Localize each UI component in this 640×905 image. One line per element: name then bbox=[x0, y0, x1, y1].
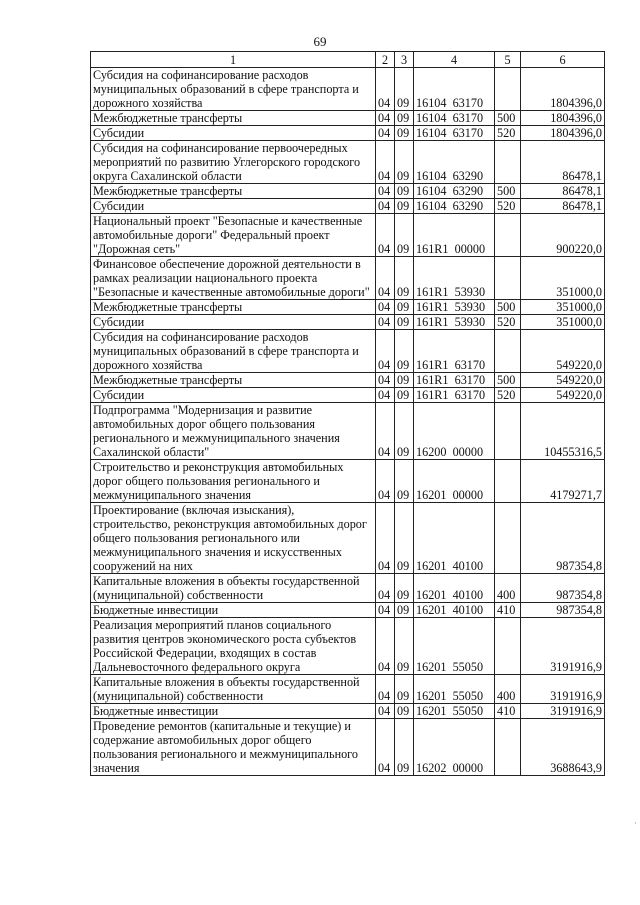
table-row bbox=[91, 330, 605, 373]
row-subsection: 09 bbox=[395, 403, 414, 460]
row-expense-type: 410 bbox=[495, 704, 521, 719]
row-section: 04 bbox=[376, 603, 395, 618]
table-row bbox=[91, 257, 605, 300]
row-amount: 86478,1 bbox=[521, 199, 605, 214]
row-expense-type bbox=[495, 503, 521, 574]
budget-table bbox=[90, 51, 605, 776]
scan-mark: · bbox=[634, 818, 637, 828]
row-subsection: 09 bbox=[395, 719, 414, 776]
row-subsection: 09 bbox=[395, 315, 414, 330]
row-name: Субсидии bbox=[91, 126, 376, 141]
row-expense-type: 520 bbox=[495, 315, 521, 330]
row-expense-type bbox=[495, 460, 521, 503]
row-section: 04 bbox=[376, 719, 395, 776]
row-target-article: 16104 63170 bbox=[414, 111, 495, 126]
row-section: 04 bbox=[376, 503, 395, 574]
row-expense-type: 500 bbox=[495, 184, 521, 199]
row-name: Капитальные вложения в объекты государственной (муниципальной) собственности bbox=[91, 675, 376, 704]
row-section: 04 bbox=[376, 460, 395, 503]
table-row bbox=[91, 403, 605, 460]
row-target-article: 16201 55050 bbox=[414, 618, 495, 675]
table-row bbox=[91, 126, 605, 141]
row-target-article: 16201 40100 bbox=[414, 603, 495, 618]
row-expense-type bbox=[495, 214, 521, 257]
header-row bbox=[91, 52, 605, 68]
row-name: Подпрограмма "Модернизация и развитие автомобильных дорог общего пользования регионального и межмуниципального значения Сахалинской области" bbox=[91, 403, 376, 460]
row-section: 04 bbox=[376, 184, 395, 199]
row-name: Бюджетные инвестиции bbox=[91, 603, 376, 618]
row-amount: 4179271,7 bbox=[521, 460, 605, 503]
row-section: 04 bbox=[376, 704, 395, 719]
row-amount: 549220,0 bbox=[521, 330, 605, 373]
row-name: Субсидии bbox=[91, 315, 376, 330]
table-row bbox=[91, 68, 605, 111]
row-expense-type: 400 bbox=[495, 574, 521, 603]
row-section: 04 bbox=[376, 388, 395, 403]
header-cell: 4 bbox=[414, 52, 495, 68]
row-subsection: 09 bbox=[395, 330, 414, 373]
row-amount: 987354,8 bbox=[521, 574, 605, 603]
row-expense-type bbox=[495, 330, 521, 373]
row-amount: 987354,8 bbox=[521, 503, 605, 574]
row-subsection: 09 bbox=[395, 141, 414, 184]
row-amount: 3688643,9 bbox=[521, 719, 605, 776]
row-target-article: 16104 63290 bbox=[414, 199, 495, 214]
row-section: 04 bbox=[376, 214, 395, 257]
row-expense-type: 520 bbox=[495, 388, 521, 403]
row-subsection: 09 bbox=[395, 618, 414, 675]
row-target-article: 161R1 63170 bbox=[414, 330, 495, 373]
row-target-article: 16104 63290 bbox=[414, 141, 495, 184]
row-target-article: 161R1 63170 bbox=[414, 388, 495, 403]
row-expense-type: 500 bbox=[495, 373, 521, 388]
row-section: 04 bbox=[376, 141, 395, 184]
row-section: 04 bbox=[376, 574, 395, 603]
row-subsection: 09 bbox=[395, 199, 414, 214]
row-target-article: 161R1 53930 bbox=[414, 315, 495, 330]
row-amount: 351000,0 bbox=[521, 300, 605, 315]
table-row bbox=[91, 111, 605, 126]
row-target-article: 161R1 53930 bbox=[414, 300, 495, 315]
table-row bbox=[91, 184, 605, 199]
row-name: Субсидия на софинансирование расходов муниципальных образований в сфере транспорта и дорожного хозяйства bbox=[91, 330, 376, 373]
row-name: Финансовое обеспечение дорожной деятельности в рамках реализации национального проекта "Безопасные и качественные автомобильные дороги" bbox=[91, 257, 376, 300]
row-target-article: 16104 63170 bbox=[414, 126, 495, 141]
row-amount: 3191916,9 bbox=[521, 704, 605, 719]
row-target-article: 16201 40100 bbox=[414, 574, 495, 603]
row-subsection: 09 bbox=[395, 111, 414, 126]
row-section: 04 bbox=[376, 618, 395, 675]
table-row bbox=[91, 388, 605, 403]
row-name: Капитальные вложения в объекты государственной (муниципальной) собственности bbox=[91, 574, 376, 603]
row-amount: 1804396,0 bbox=[521, 111, 605, 126]
row-amount: 10455316,5 bbox=[521, 403, 605, 460]
row-expense-type: 400 bbox=[495, 675, 521, 704]
header-cell: 2 bbox=[376, 52, 395, 68]
row-amount: 3191916,9 bbox=[521, 618, 605, 675]
row-section: 04 bbox=[376, 403, 395, 460]
row-section: 04 bbox=[376, 126, 395, 141]
table-body bbox=[91, 68, 605, 776]
row-section: 04 bbox=[376, 257, 395, 300]
row-target-article: 16201 00000 bbox=[414, 460, 495, 503]
row-amount: 987354,8 bbox=[521, 603, 605, 618]
row-section: 04 bbox=[376, 330, 395, 373]
table-row bbox=[91, 214, 605, 257]
row-name: Межбюджетные трансферты bbox=[91, 373, 376, 388]
table-row bbox=[91, 460, 605, 503]
row-target-article: 161R1 00000 bbox=[414, 214, 495, 257]
row-name: Субсидии bbox=[91, 388, 376, 403]
table-row bbox=[91, 199, 605, 214]
row-target-article: 161R1 53930 bbox=[414, 257, 495, 300]
table-row bbox=[91, 141, 605, 184]
row-name: Межбюджетные трансферты bbox=[91, 184, 376, 199]
row-expense-type bbox=[495, 403, 521, 460]
row-amount: 3191916,9 bbox=[521, 675, 605, 704]
row-subsection: 09 bbox=[395, 503, 414, 574]
header-cell: 6 bbox=[521, 52, 605, 68]
table-row bbox=[91, 315, 605, 330]
row-expense-type bbox=[495, 719, 521, 776]
row-target-article: 16104 63290 bbox=[414, 184, 495, 199]
row-name: Проектирование (включая изыскания), строительство, реконструкция автомобильных дорог общего пользования регионального или межмуниципального значения и искусственных сооружений на них bbox=[91, 503, 376, 574]
row-subsection: 09 bbox=[395, 388, 414, 403]
row-target-article: 16201 40100 bbox=[414, 503, 495, 574]
table-row bbox=[91, 719, 605, 776]
row-target-article: 16104 63170 bbox=[414, 68, 495, 111]
row-name: Межбюджетные трансферты bbox=[91, 300, 376, 315]
row-target-article: 16201 55050 bbox=[414, 704, 495, 719]
row-subsection: 09 bbox=[395, 257, 414, 300]
row-target-article: 16201 55050 bbox=[414, 675, 495, 704]
table-row bbox=[91, 618, 605, 675]
row-amount: 1804396,0 bbox=[521, 68, 605, 111]
row-subsection: 09 bbox=[395, 373, 414, 388]
row-subsection: 09 bbox=[395, 704, 414, 719]
table-row bbox=[91, 300, 605, 315]
row-expense-type: 520 bbox=[495, 126, 521, 141]
row-subsection: 09 bbox=[395, 300, 414, 315]
row-expense-type: 520 bbox=[495, 199, 521, 214]
row-target-article: 161R1 63170 bbox=[414, 373, 495, 388]
row-target-article: 16200 00000 bbox=[414, 403, 495, 460]
row-target-article: 16202 00000 bbox=[414, 719, 495, 776]
row-amount: 1804396,0 bbox=[521, 126, 605, 141]
row-expense-type: 500 bbox=[495, 111, 521, 126]
row-section: 04 bbox=[376, 300, 395, 315]
row-subsection: 09 bbox=[395, 184, 414, 199]
row-section: 04 bbox=[376, 199, 395, 214]
row-subsection: 09 bbox=[395, 675, 414, 704]
page-number: 69 bbox=[313, 34, 327, 49]
header-cell: 3 bbox=[395, 52, 414, 68]
row-subsection: 09 bbox=[395, 68, 414, 111]
header-cell: 1 bbox=[91, 52, 376, 68]
row-name: Национальный проект "Безопасные и качественные автомобильные дороги" Федеральный проект "Дорожная сеть" bbox=[91, 214, 376, 257]
row-expense-type: 410 bbox=[495, 603, 521, 618]
row-amount: 549220,0 bbox=[521, 373, 605, 388]
row-section: 04 bbox=[376, 68, 395, 111]
row-amount: 351000,0 bbox=[521, 315, 605, 330]
row-amount: 86478,1 bbox=[521, 184, 605, 199]
row-subsection: 09 bbox=[395, 126, 414, 141]
row-section: 04 bbox=[376, 315, 395, 330]
row-name: Строительство и реконструкция автомобильных дорог общего пользования регионального и межмуниципального значения bbox=[91, 460, 376, 503]
row-name: Проведение ремонтов (капитальные и текущие) и содержание автомобильных дорог общего пользования регионального и межмуниципального значения bbox=[91, 719, 376, 776]
row-subsection: 09 bbox=[395, 214, 414, 257]
row-amount: 549220,0 bbox=[521, 388, 605, 403]
row-name: Субсидия на софинансирование первоочередных мероприятий по развитию Углегорского городского округа Сахалинской области bbox=[91, 141, 376, 184]
row-subsection: 09 bbox=[395, 460, 414, 503]
row-section: 04 bbox=[376, 111, 395, 126]
row-amount: 351000,0 bbox=[521, 257, 605, 300]
row-amount: 86478,1 bbox=[521, 141, 605, 184]
row-name: Бюджетные инвестиции bbox=[91, 704, 376, 719]
table-row bbox=[91, 373, 605, 388]
row-name: Субсидии bbox=[91, 199, 376, 214]
row-expense-type bbox=[495, 257, 521, 300]
row-expense-type: 500 bbox=[495, 300, 521, 315]
row-name: Реализация мероприятий планов социального развития центров экономического роста субъектов Российской Федерации, входящих в состав Дальневосточного федерального округа bbox=[91, 618, 376, 675]
row-section: 04 bbox=[376, 373, 395, 388]
row-subsection: 09 bbox=[395, 603, 414, 618]
row-expense-type bbox=[495, 618, 521, 675]
row-expense-type bbox=[495, 141, 521, 184]
row-expense-type bbox=[495, 68, 521, 111]
row-section: 04 bbox=[376, 675, 395, 704]
table-row bbox=[91, 503, 605, 574]
header-cell: 5 bbox=[495, 52, 521, 68]
table-row bbox=[91, 603, 605, 618]
table-row bbox=[91, 574, 605, 603]
row-name: Межбюджетные трансферты bbox=[91, 111, 376, 126]
table-row bbox=[91, 704, 605, 719]
table-row bbox=[91, 675, 605, 704]
row-subsection: 09 bbox=[395, 574, 414, 603]
row-amount: 900220,0 bbox=[521, 214, 605, 257]
row-name: Субсидия на софинансирование расходов муниципальных образований в сфере транспорта и дорожного хозяйства bbox=[91, 68, 376, 111]
